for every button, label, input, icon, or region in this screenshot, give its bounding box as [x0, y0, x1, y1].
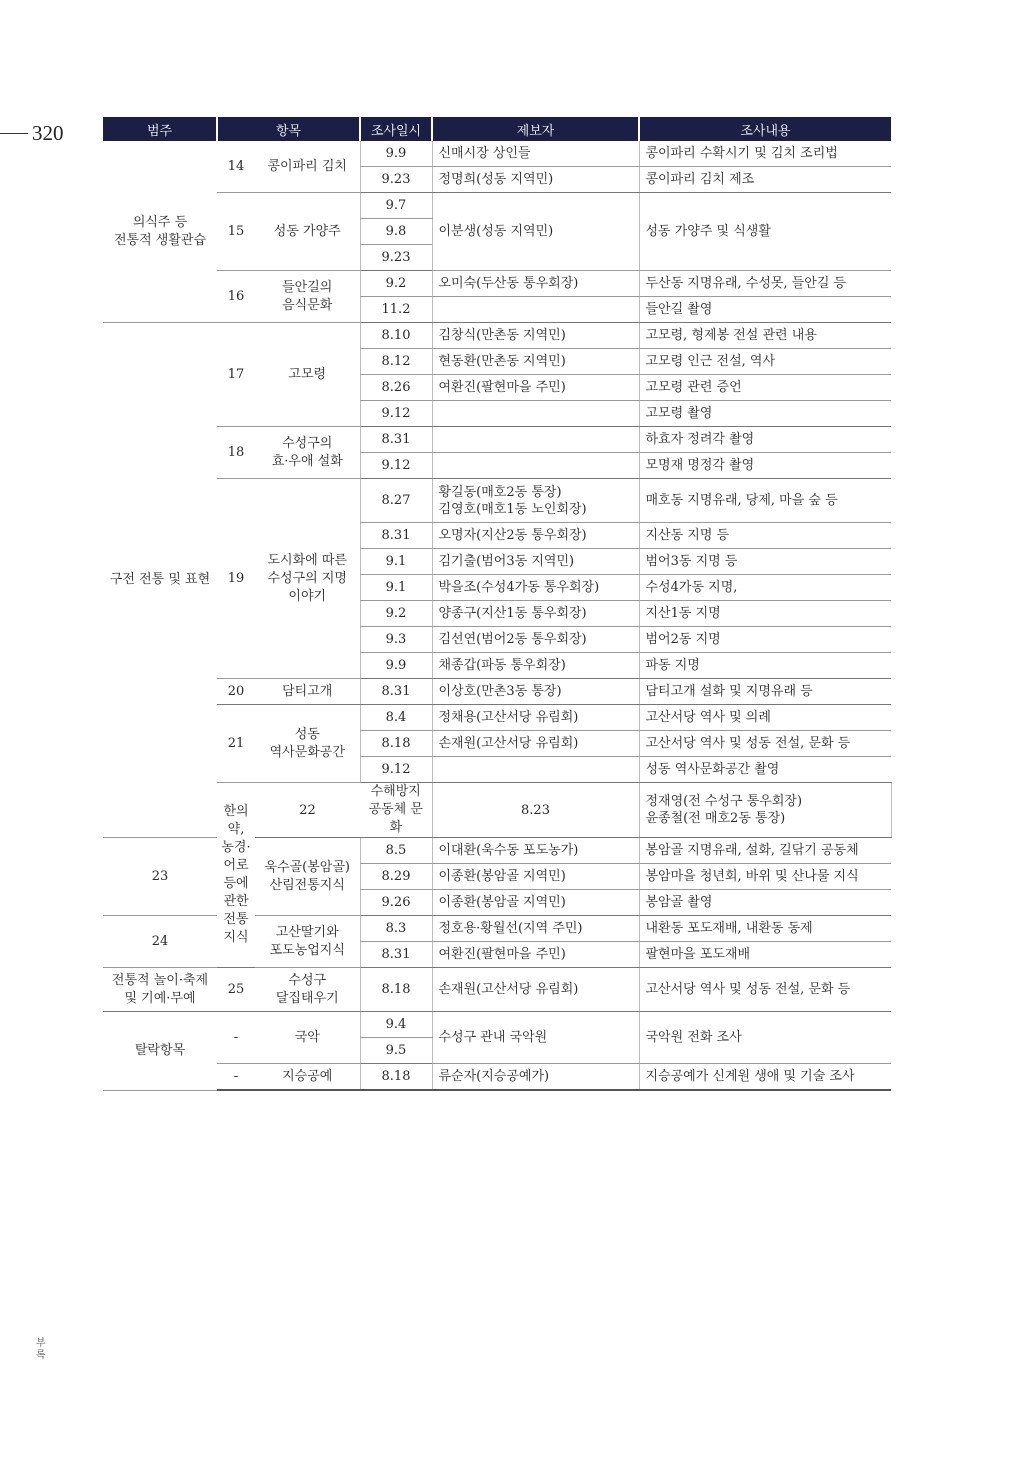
item-name: 담티고개 — [255, 679, 360, 705]
content-cell: 모명재 명정각 촬영 — [639, 453, 891, 479]
table-row — [103, 141, 891, 167]
content-cell: 수성4가동 지명, — [639, 575, 891, 601]
category-cell: 전통적 놀이·축제 및 기예·무예 — [103, 968, 217, 1012]
date-cell: 8.12 — [360, 349, 432, 375]
reporter-cell: 정명희(성동 지역민) — [432, 167, 639, 193]
reporter-cell: 김기출(범어3동 지역민) — [432, 549, 639, 575]
table-row — [103, 479, 891, 523]
page-number: 320 — [32, 121, 64, 145]
reporter-cell: 이종환(봉암골 지역민) — [432, 864, 639, 890]
content-cell: 지승공예가 신계원 생애 및 기술 조사 — [639, 1064, 891, 1091]
date-cell: 8.10 — [360, 323, 432, 349]
reporter-cell: 신매시장 상인들 — [432, 141, 639, 167]
reporter-cell: 손재원(고산서당 유림회) — [432, 968, 639, 1012]
date-cell: 8.5 — [360, 838, 432, 864]
item-name: 들안길의 음식문화 — [255, 271, 360, 323]
reporter-cell — [432, 297, 639, 323]
header-category: 범주 — [103, 117, 217, 141]
date-cell: 8.27 — [360, 479, 432, 523]
date-cell: 9.26 — [360, 890, 432, 916]
reporter-cell — [432, 453, 639, 479]
date-cell: 9.3 — [360, 627, 432, 653]
content-cell: 내환동 포도재배, 내환동 동제 — [639, 916, 891, 942]
reporter-cell: 수성구 관내 국악원 — [432, 1012, 639, 1064]
section-side-label: 부록 — [36, 1338, 46, 1361]
reporter-cell: 김창식(만촌동 지역민) — [432, 323, 639, 349]
table-row — [103, 1012, 891, 1038]
content-cell: 고산서당 역사 및 성동 전설, 문화 등 — [639, 968, 891, 1012]
header-reporter: 제보자 — [432, 117, 639, 141]
table-row — [103, 783, 891, 838]
reporter-cell: 양종구(지산1동 통우회장) — [432, 601, 639, 627]
date-cell: 8.31 — [360, 679, 432, 705]
item-name: 고모령 — [255, 323, 360, 427]
item-number: 15 — [217, 193, 255, 271]
date-cell: 8.18 — [360, 731, 432, 757]
content-cell: 콩이파리 김치 제조 — [639, 167, 891, 193]
content-cell: 봉암골 지명유래, 설화, 길닦기 공동체 — [639, 838, 891, 864]
item-number: 18 — [217, 427, 255, 479]
date-cell: 9.5 — [360, 1038, 432, 1064]
item-number: - — [217, 1012, 255, 1064]
content-cell: 성동 역사문화공간 촬영 — [639, 757, 891, 783]
item-number: 25 — [217, 968, 255, 1012]
date-cell: 8.31 — [360, 523, 432, 549]
reporter-cell: 손재원(고산서당 유림회) — [432, 731, 639, 757]
item-number: 21 — [217, 705, 255, 783]
item-name: 수해방지 공동체 문화 — [360, 783, 432, 838]
item-number: 16 — [217, 271, 255, 323]
date-cell: 11.2 — [360, 297, 432, 323]
item-number: 22 — [255, 783, 360, 838]
content-cell: 고산서당 역사 및 의례 — [639, 705, 891, 731]
reporter-cell: 이종환(봉암골 지역민) — [432, 890, 639, 916]
date-cell: 9.9 — [360, 653, 432, 679]
date-cell: 9.12 — [360, 401, 432, 427]
content-cell: 고모령, 형제봉 전설 관련 내용 — [639, 323, 891, 349]
date-cell: 8.18 — [360, 1064, 432, 1091]
header-date: 조사일시 — [360, 117, 432, 141]
reporter-cell: 정재영(전 수성구 통우회장) 윤종철(전 매호2동 통장) — [639, 783, 891, 838]
content-cell: 봉암마을 청년회, 바위 및 산나물 지식 — [639, 864, 891, 890]
date-cell: 9.2 — [360, 271, 432, 297]
item-number: 19 — [217, 479, 255, 679]
content-cell: 두산동 지명유래, 수성못, 들안길 등 — [639, 271, 891, 297]
reporter-cell — [432, 427, 639, 453]
reporter-cell: 오명자(지산2동 통우회장) — [432, 523, 639, 549]
reporter-cell: 여환진(팔현마을 주민) — [432, 375, 639, 401]
reporter-cell: 채종갑(파동 통우회장) — [432, 653, 639, 679]
date-cell: 8.18 — [360, 968, 432, 1012]
item-name: 국악 — [255, 1012, 360, 1064]
item-number: - — [217, 1064, 255, 1091]
header-content: 조사내용 — [639, 117, 891, 141]
item-name: 지승공예 — [255, 1064, 360, 1091]
content-cell: 매호동 지명유래, 당제, 마을 숲 등 — [639, 479, 891, 523]
content-cell: 하효자 정려각 촬영 — [639, 427, 891, 453]
item-name: 성동 가양주 — [255, 193, 360, 271]
content-cell: 지산1동 지명 — [639, 601, 891, 627]
content-cell: 팔현마을 포도재배 — [639, 942, 891, 968]
content-cell: 범어3동 지명 등 — [639, 549, 891, 575]
content-cell: 고모령 관련 증언 — [639, 375, 891, 401]
item-name: 콩이파리 김치 — [255, 141, 360, 193]
content-cell: 고산서당 역사 및 성동 전설, 문화 등 — [639, 731, 891, 757]
date-cell: 8.31 — [360, 942, 432, 968]
reporter-cell: 여환진(팔현마을 주민) — [432, 942, 639, 968]
table-row — [103, 271, 891, 297]
date-cell: 9.23 — [360, 245, 432, 271]
reporter-cell: 황길동(매호2동 통장) 김영호(매호1동 노인회장) — [432, 479, 639, 523]
date-cell: 9.2 — [360, 601, 432, 627]
item-number: 14 — [217, 141, 255, 193]
date-cell: 9.12 — [360, 757, 432, 783]
date-cell: 9.1 — [360, 575, 432, 601]
reporter-cell: 이대환(욱수동 포도농가) — [432, 838, 639, 864]
reporter-cell: 이상호(만촌3동 통장) — [432, 679, 639, 705]
table-row — [103, 1064, 891, 1091]
page-number-rule — [0, 133, 28, 134]
item-name: 도시화에 따른 수성구의 지명 이야기 — [255, 479, 360, 679]
header-item: 항목 — [217, 117, 360, 141]
reporter-cell — [432, 401, 639, 427]
date-cell: 8.4 — [360, 705, 432, 731]
item-name: 수성구 달집태우기 — [255, 968, 360, 1012]
category-cell: 의식주 등 전통적 생활관습 — [103, 141, 217, 323]
item-name: 수성구의 효·우애 설화 — [255, 427, 360, 479]
table-row — [103, 968, 891, 1012]
date-cell: 8.23 — [432, 783, 639, 838]
reporter-cell: 현동환(만촌동 지역민) — [432, 349, 639, 375]
content-cell: 성동 가양주 및 식생활 — [639, 193, 891, 271]
content-cell: 고모령 인근 전설, 역사 — [639, 349, 891, 375]
reporter-cell: 이분생(성동 지역민) — [432, 193, 639, 271]
item-number: 23 — [103, 838, 217, 916]
table-row — [103, 679, 891, 705]
content-cell: 국악원 전화 조사 — [639, 1012, 891, 1064]
reporter-cell: 박을조(수성4가동 통우회장) — [432, 575, 639, 601]
content-cell: 들안길 촬영 — [639, 297, 891, 323]
table-row — [103, 193, 891, 219]
item-name: 욱수골(봉암골) 산림전통지식 — [255, 838, 360, 916]
content-cell: 봉암골 촬영 — [639, 890, 891, 916]
reporter-cell: 류순자(지승공예가) — [432, 1064, 639, 1091]
reporter-cell: 김선연(범어2동 통우회장) — [432, 627, 639, 653]
table-header-row — [103, 117, 891, 141]
content-cell: 파동 지명 — [639, 653, 891, 679]
date-cell: 8.29 — [360, 864, 432, 890]
date-cell: 9.8 — [360, 219, 432, 245]
reporter-cell: 정채용(고산서당 유림회) — [432, 705, 639, 731]
item-name: 고산딸기와 포도농업지식 — [255, 916, 360, 968]
date-cell: 9.7 — [360, 193, 432, 219]
date-cell: 9.12 — [360, 453, 432, 479]
table-row — [103, 427, 891, 453]
content-cell: 범어2동 지명 — [639, 627, 891, 653]
date-cell: 9.23 — [360, 167, 432, 193]
date-cell: 8.31 — [360, 427, 432, 453]
content-cell: 고모령 촬영 — [639, 401, 891, 427]
item-number: 24 — [103, 916, 217, 968]
table-row — [103, 323, 891, 349]
date-cell: 9.4 — [360, 1012, 432, 1038]
reporter-cell: 오미숙(두산동 통우회장) — [432, 271, 639, 297]
date-cell: 8.26 — [360, 375, 432, 401]
table-row — [103, 705, 891, 731]
content-cell: 지산동 지명 등 — [639, 523, 891, 549]
reporter-cell: 정호용·황월선(지역 주민) — [432, 916, 639, 942]
date-cell: 9.9 — [360, 141, 432, 167]
content-cell: 담티고개 설화 및 지명유래 등 — [639, 679, 891, 705]
category-cell: 구전 전통 및 표현 — [103, 323, 217, 838]
category-cell: 한의약, 농경·어로 등에 관한 전통지식 — [217, 783, 255, 968]
reporter-cell — [432, 757, 639, 783]
date-cell: 8.3 — [360, 916, 432, 942]
item-name: 성동 역사문화공간 — [255, 705, 360, 783]
content-cell: 콩이파리 수확시기 및 김치 조리법 — [639, 141, 891, 167]
item-number: 20 — [217, 679, 255, 705]
category-cell: 탈락항목 — [103, 1012, 217, 1091]
date-cell: 9.1 — [360, 549, 432, 575]
item-number: 17 — [217, 323, 255, 427]
survey-table — [103, 117, 891, 1091]
